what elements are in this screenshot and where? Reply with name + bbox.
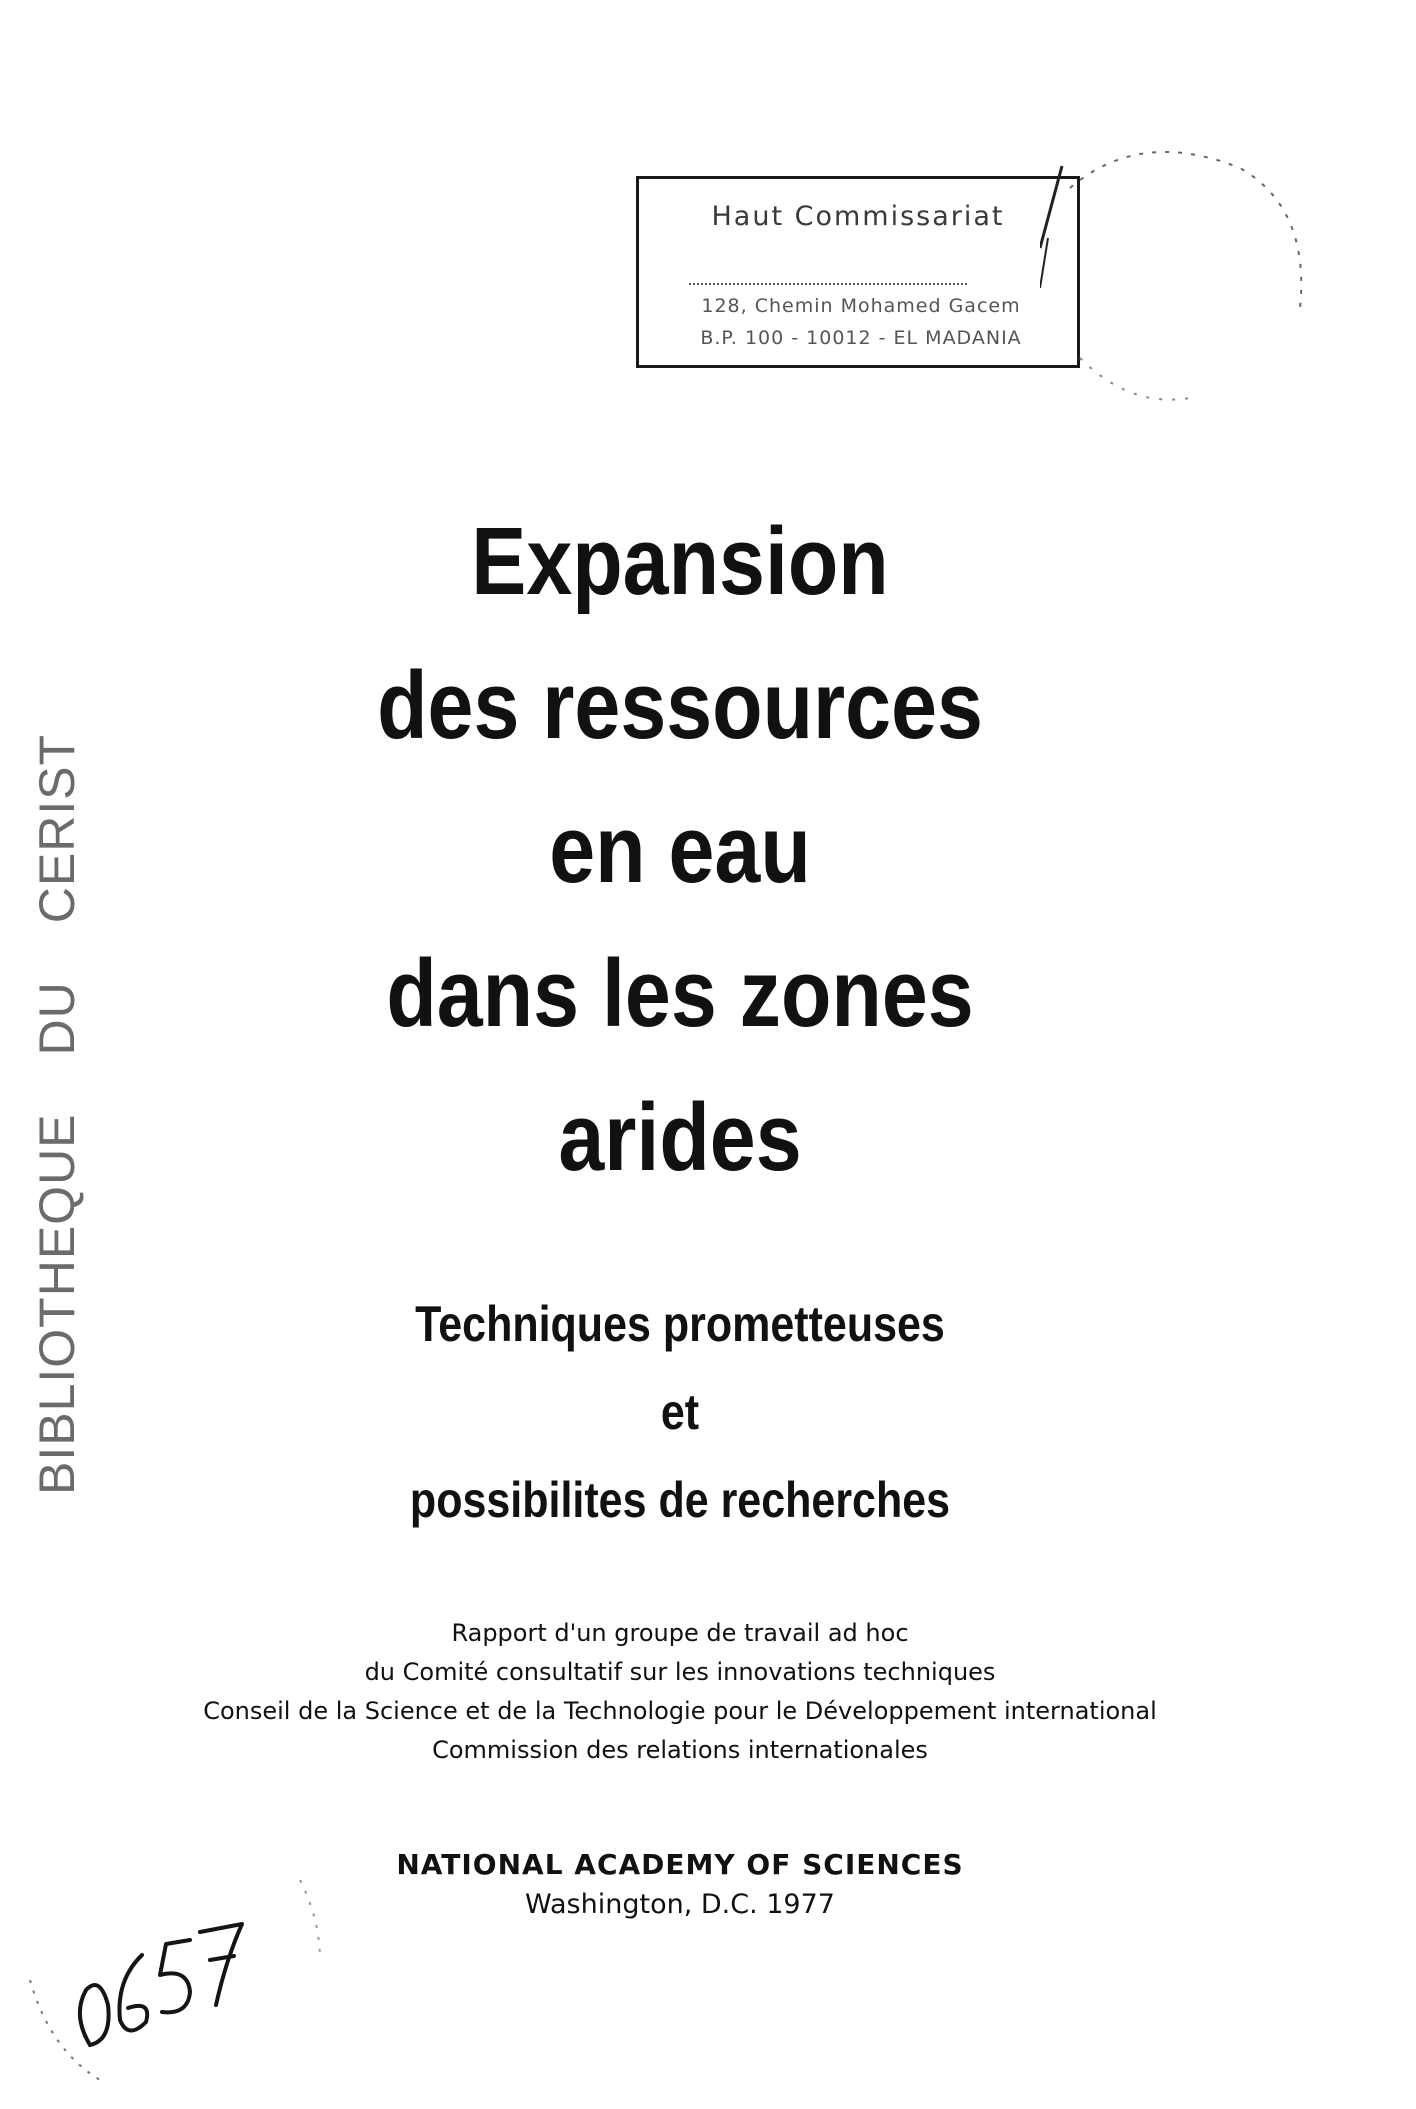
spine-word-2: DU	[29, 981, 85, 1056]
spine-word-1: BIBLIOTHEQUE	[29, 1113, 85, 1495]
report-description	[100, 1614, 1260, 1770]
publisher-block	[280, 1845, 1080, 1925]
handwritten-accession-number	[20, 1840, 340, 2100]
report-line-2: du Comité consultatif sur les innovations techniques	[364, 1658, 996, 1686]
stamp-circle-arc	[1040, 128, 1320, 418]
library-stamp	[636, 176, 1080, 368]
stamp-line-1: Haut Commissariat	[711, 201, 1005, 232]
stamp-divider	[689, 283, 967, 285]
report-line-4: Commission des relations internationales	[432, 1736, 928, 1764]
title-line-4: dans les zones	[386, 940, 974, 1047]
subtitle	[379, 1280, 981, 1544]
publisher-name: NATIONAL ACADEMY OF SCIENCES	[396, 1848, 964, 1881]
spine-library-label	[28, 615, 90, 1495]
title-line-1: Expansion	[471, 508, 889, 615]
publisher-place-year: Washington, D.C. 1977	[525, 1889, 835, 1920]
title-line-3: en eau	[549, 796, 811, 903]
subtitle-line-3: possibilites de recherches	[409, 1472, 951, 1528]
report-line-1: Rapport d'un groupe de travail ad hoc	[451, 1619, 909, 1647]
spine-word-3: CERIST	[29, 733, 85, 924]
subtitle-line-2: et	[660, 1384, 700, 1440]
title-line-2: des ressources	[377, 652, 983, 759]
stamp-line-3: 128, Chemin Mohamed Gacem	[701, 295, 1021, 317]
main-title	[353, 490, 1007, 1210]
stamp-line-4: B.P. 100 - 10012 - EL MADANIA	[700, 327, 1022, 349]
report-line-3: Conseil de la Science et de la Technologie pour le Développement international	[203, 1697, 1157, 1725]
title-line-5: arides	[558, 1084, 802, 1191]
subtitle-line-1: Techniques prometteuses	[415, 1296, 945, 1352]
